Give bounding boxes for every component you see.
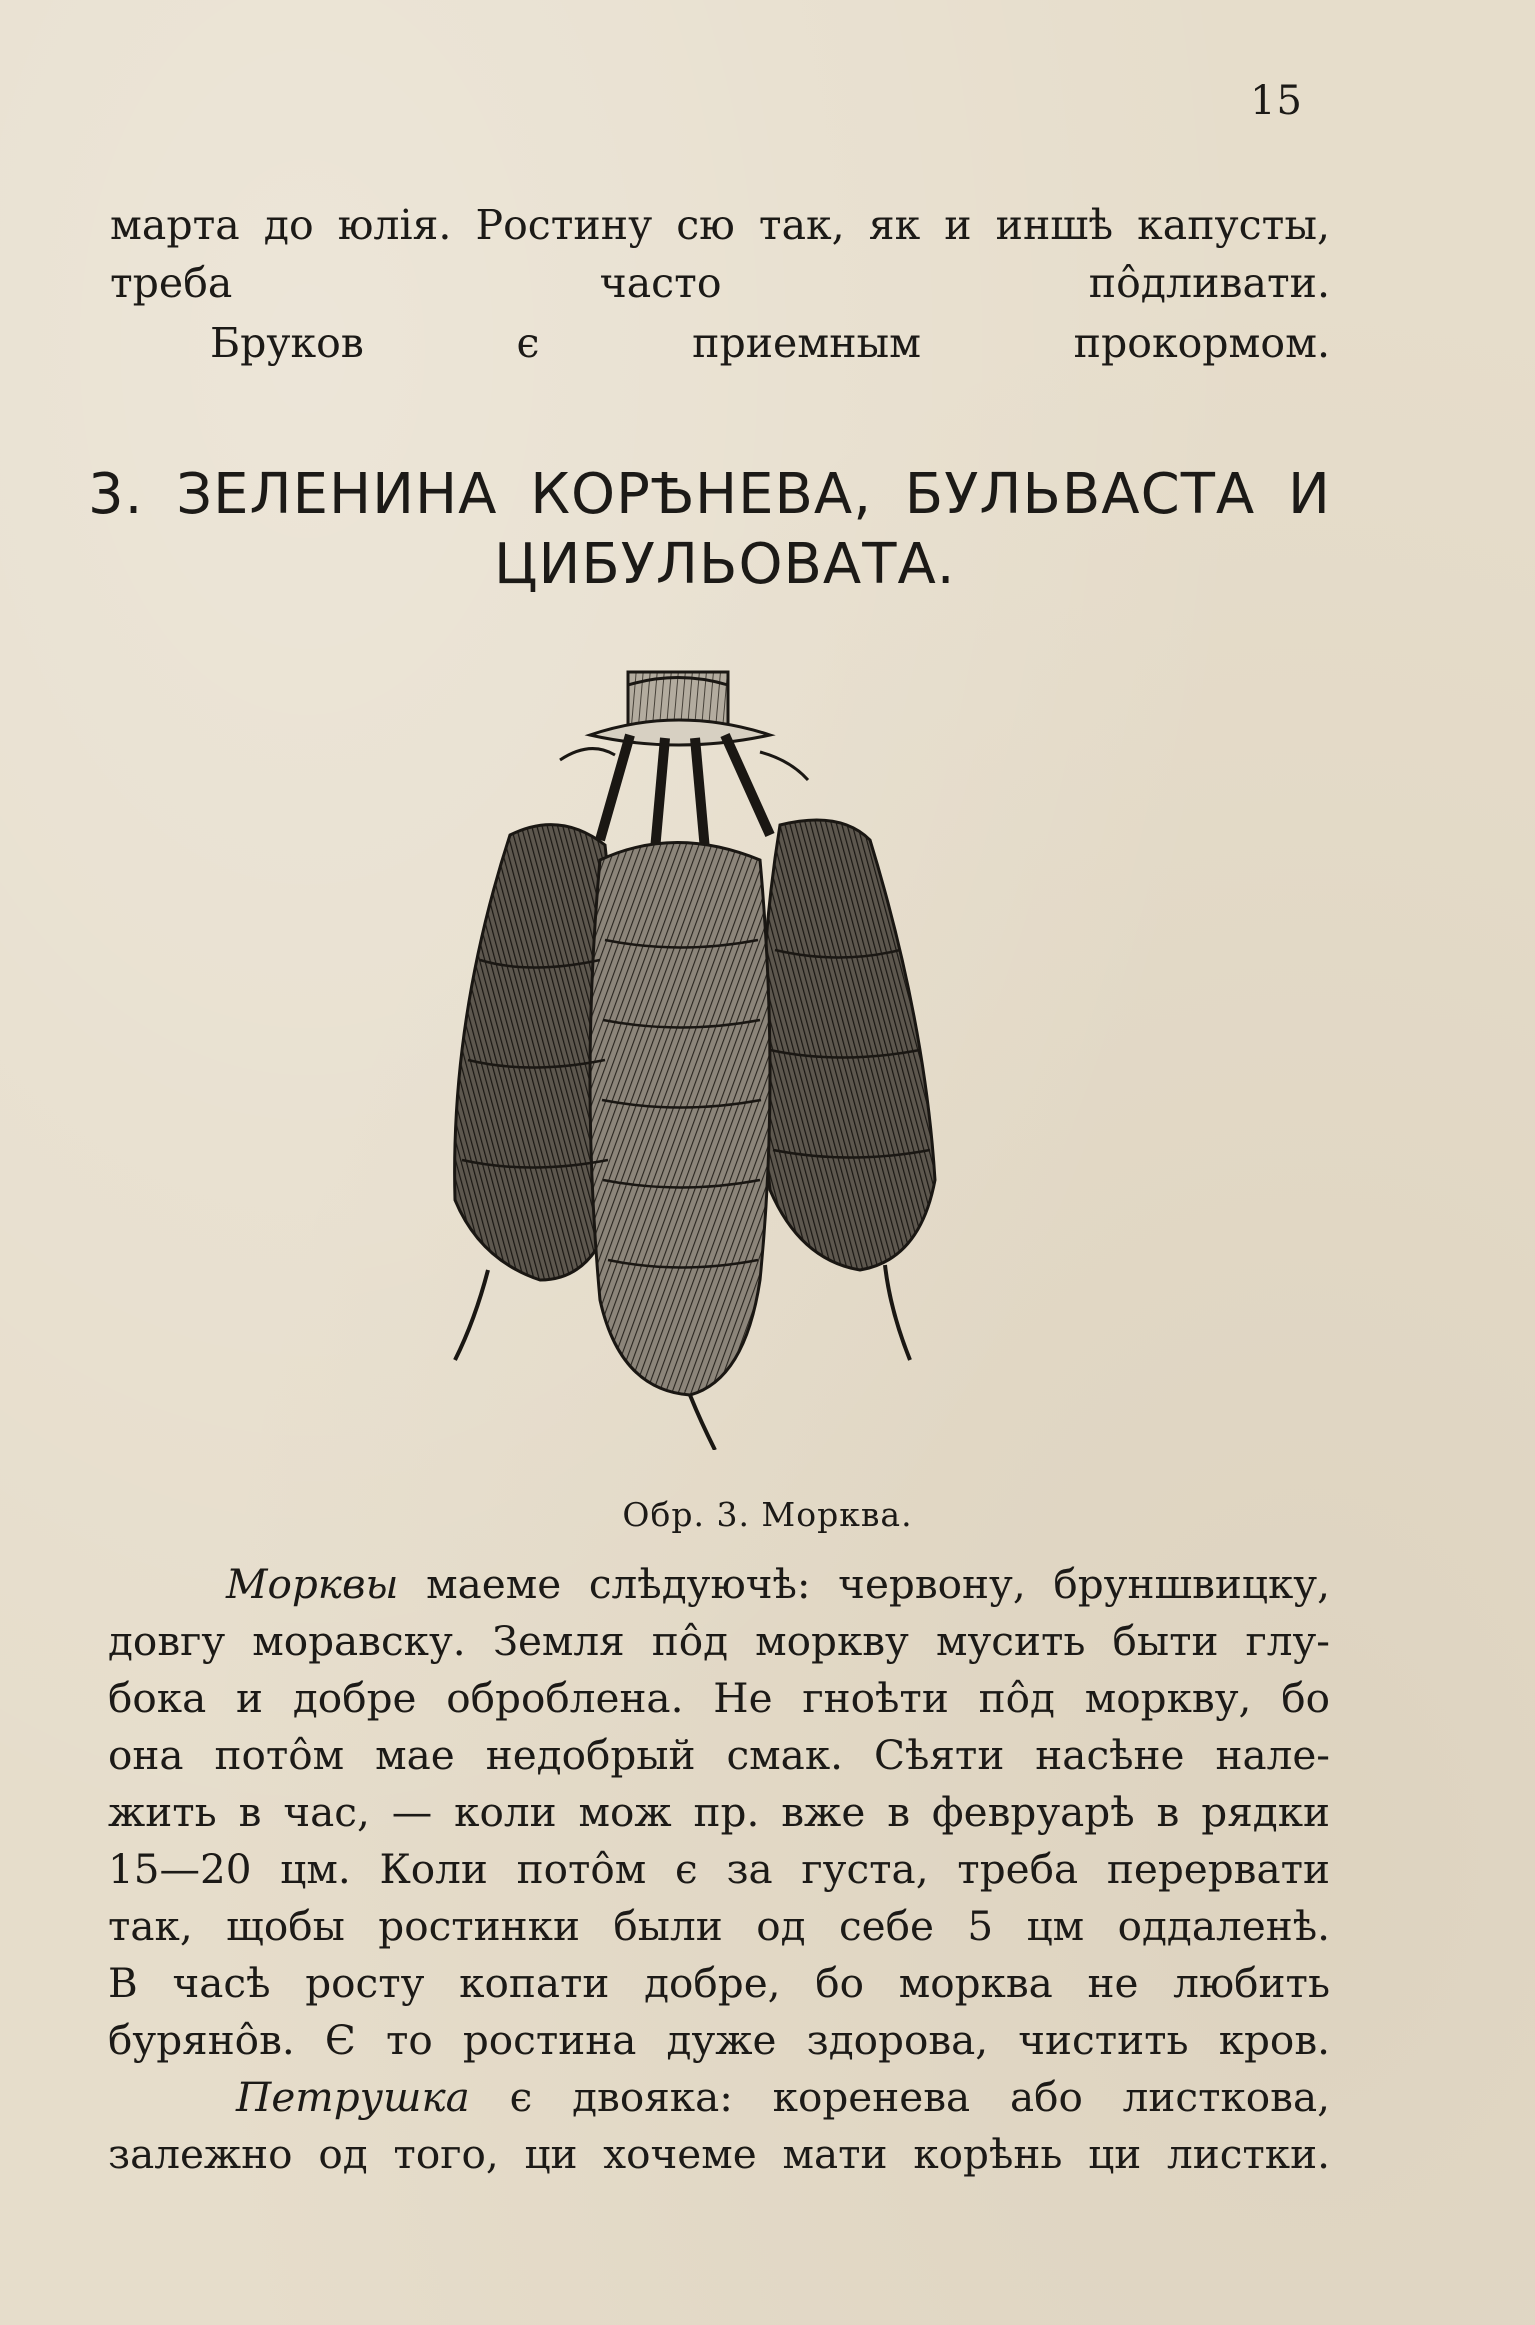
intro-paragraph [110, 196, 1330, 312]
section-heading-line1: 3. ЗЕЛЕНИНА КОРѢНЕВА, БУЛЬВАСТА И [88, 462, 1331, 527]
carrot-engraving-image [440, 660, 980, 1450]
text-line: марта до юлія. Ростину сю так, як и иншѣ капусты, [110, 201, 1330, 249]
section-heading [88, 460, 1331, 600]
text-fragment: маеме слѣдуючѣ: червону, бруншвицку, [398, 1560, 1330, 1608]
italic-term: Морквы [226, 1560, 399, 1608]
body-text [108, 1556, 1330, 2183]
text-line: бока и добре оброблена. Не гноѣти пôд моркву, бо [108, 1674, 1330, 1722]
italic-term: Петрушка [236, 2073, 470, 2121]
text-line [108, 2069, 1330, 2126]
text-line [108, 1556, 1330, 1613]
text-line: она потôм мае недобрый смак. Сѣяти насѣне нале- [108, 1731, 1330, 1779]
text-line: жить в час, — коли мож пр. вже в февруарѣ в рядки [108, 1788, 1330, 1836]
text-line: бурянôв. Є то ростина дуже здорова, чистить кров. [108, 2016, 1330, 2064]
figure-caption: Обр. 3. Морква. [622, 1495, 913, 1534]
text-line: треба часто пôдливати. [110, 259, 1330, 307]
text-line: Бруков є приемным прокормом. [210, 319, 1330, 367]
carrot-illustration [440, 660, 980, 1450]
text-line: довгу моравску. Земля пôд моркву мусить быти глу- [108, 1617, 1330, 1665]
text-fragment: є двояка: коренева або листкова, [469, 2073, 1330, 2121]
text-line: залежно од того, ци хочеме мати корѣнь ци листки. [108, 2130, 1330, 2178]
intro-second-paragraph [110, 314, 1330, 372]
text-line: В часѣ росту копати добре, бо морква не любить [108, 1959, 1330, 2007]
text-line: так, щобы ростинки были од себе 5 цм оддаленѣ. [108, 1902, 1330, 1950]
text-line: 15—20 цм. Коли потôм є за густа, треба перервати [108, 1845, 1330, 1893]
section-heading-line2: ЦИБУЛЬОВАТА. [494, 532, 956, 597]
page-number: 15 [1250, 78, 1303, 124]
